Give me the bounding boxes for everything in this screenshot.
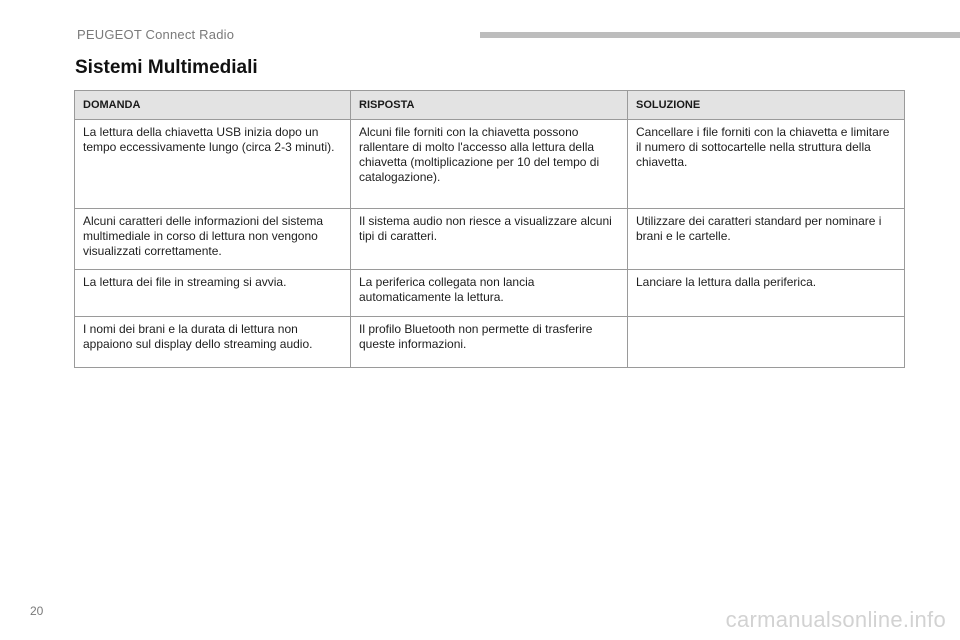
cell-answer: Il profilo Bluetooth non permette di trasferire queste informazioni. bbox=[351, 317, 628, 368]
cell-question: La lettura dei file in streaming si avvia. bbox=[75, 270, 351, 317]
section-title: Sistemi Multimediali bbox=[75, 57, 258, 78]
table-row bbox=[75, 209, 905, 270]
cell-solution bbox=[628, 317, 905, 368]
column-header-solution: SOLUZIONE bbox=[628, 91, 905, 120]
cell-question: Alcuni caratteri delle informazioni del sistema multimediale in corso di lettura non vengono visualizzati correttamente. bbox=[75, 209, 351, 270]
faq-table bbox=[74, 90, 905, 368]
cell-answer: Alcuni file forniti con la chiavetta possono rallentare di molto l'accesso alla lettura della chiavetta (moltiplicazione per 10 del tempo di catalogazione). bbox=[351, 120, 628, 209]
cell-answer: La periferica collegata non lancia automaticamente la lettura. bbox=[351, 270, 628, 317]
running-header: PEUGEOT Connect Radio bbox=[77, 27, 235, 42]
column-header-answer: RISPOSTA bbox=[351, 91, 628, 120]
cell-answer: Il sistema audio non riesce a visualizzare alcuni tipi di caratteri. bbox=[351, 209, 628, 270]
table-row bbox=[75, 317, 905, 368]
watermark: carmanualsonline.info bbox=[725, 607, 946, 632]
table-row bbox=[75, 120, 905, 209]
table-row bbox=[75, 270, 905, 317]
column-header-question: DOMANDA bbox=[75, 91, 351, 120]
cell-question: La lettura della chiavetta USB inizia dopo un tempo eccessivamente lungo (circa 2-3 minuti). bbox=[75, 120, 351, 209]
table-header-row bbox=[75, 91, 905, 120]
page-number: 20 bbox=[30, 604, 44, 618]
header-rule bbox=[480, 32, 960, 38]
cell-question: I nomi dei brani e la durata di lettura non appaiono sul display dello streaming audio. bbox=[75, 317, 351, 368]
cell-solution: Cancellare i file forniti con la chiavetta e limitare il numero di sottocartelle nella struttura della chiavetta. bbox=[628, 120, 905, 209]
cell-solution: Lanciare la lettura dalla periferica. bbox=[628, 270, 905, 317]
cell-solution: Utilizzare dei caratteri standard per nominare i brani e le cartelle. bbox=[628, 209, 905, 270]
